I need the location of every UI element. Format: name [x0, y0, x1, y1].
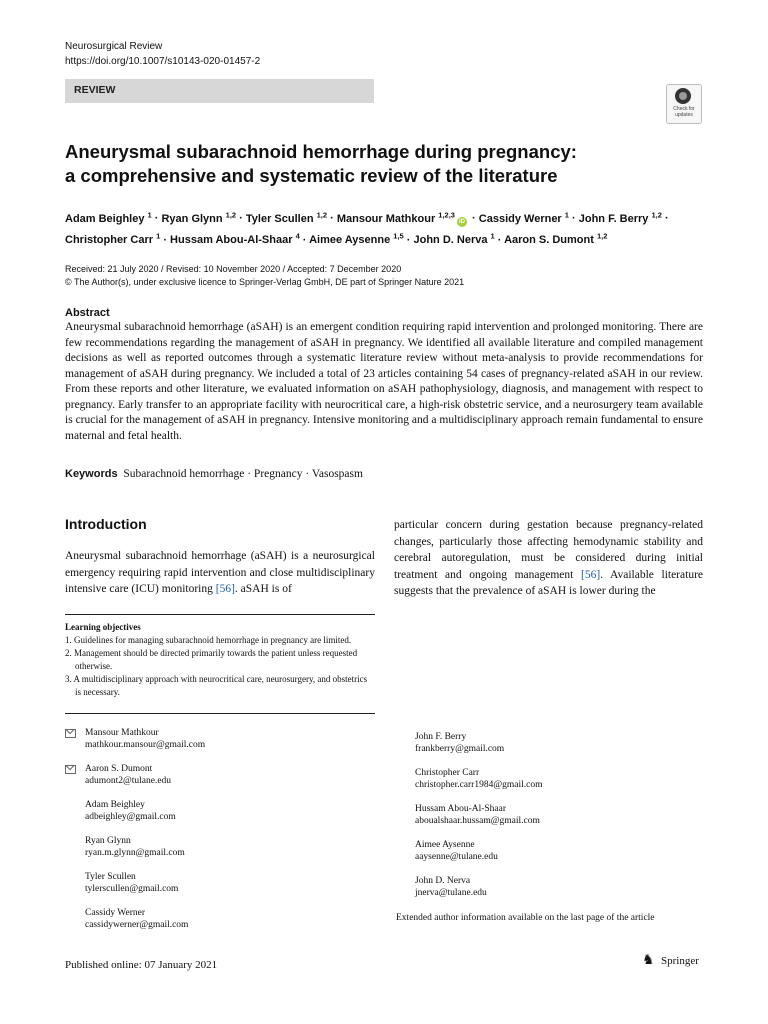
contact-name: Ryan Glynn: [85, 836, 131, 846]
check-updates-label: Check for updates: [673, 106, 695, 118]
envelope-icon: [65, 765, 76, 774]
extended-author-info: Extended author information available on the last page of the article: [396, 913, 655, 923]
copyright-notice: © The Author(s), under exclusive licence to Springer-Verlag GmbH, DE part of Springer Nature 2021: [65, 277, 465, 287]
contact-name: Christopher Carr: [415, 768, 480, 778]
author[interactable]: Tyler Scullen $^{1,2}$: [245, 210, 328, 225]
contact-name: Aimee Aysenne: [415, 840, 475, 850]
journal-name: Neurosurgical Review: [65, 41, 163, 52]
author[interactable]: Aimee Aysenne $^{1,5}$: [309, 231, 404, 247]
author[interactable]: Cassidy Werner $^1$: [478, 210, 569, 225]
published-date: Published online: 07 January 2021: [65, 959, 218, 971]
learning-objectives-list: [65, 634, 375, 699]
keywords-list: Subarachnoid hemorrhage · Pregnancy · Vasospasm: [123, 468, 363, 480]
article-dates: Received: 21 July 2020 / Revised: 10 November 2020 / Accepted: 7 December 2020: [65, 264, 402, 274]
author[interactable]: Adam Beighley $^1$: [65, 210, 152, 225]
author-contact: [415, 839, 715, 863]
author[interactable]: Mansour Mathkour $^{1,2,3}$iD: [336, 210, 465, 225]
article-title: [65, 140, 685, 188]
contact-email[interactable]: adbeighley@gmail.com: [85, 812, 176, 822]
check-for-updates-badge[interactable]: [666, 84, 702, 124]
contact-name: Hussam Abou-Al-Shaar: [415, 804, 507, 814]
citation-link[interactable]: [56]: [580, 568, 601, 581]
contact-email[interactable]: cassidywerner@gmail.com: [85, 920, 189, 930]
check-updates-icon: [675, 88, 691, 104]
contact-email[interactable]: tylerscullen@gmail.com: [85, 884, 179, 894]
author[interactable]: Aaron S. Dumont $^{1,2}$: [504, 231, 608, 247]
contact-name: Tyler Scullen: [85, 872, 136, 882]
title-line-2: a comprehensive and systematic review of the literature: [65, 165, 558, 186]
learning-objective: 1. Guidelines for managing subarachnoid hemorrhage in pregnancy are limited.: [65, 635, 352, 645]
author-list: Adam Beighley $^1$ · Ryan Glynn $^{1,2}$ · Tyler Scullen $^{1,2}$ · Mansour Mathkour $^{1,2,3}$iD · Cassidy Werner $^1$ · John F. Berry $^{1,2}$ · Christopher Carr $^1$ · Hussam Abou-Al-Shaar $^4$ · Aimee Aysenne $^{1,5}$ · John D. Nerva $^1$ · Aaron S. Dumont $^{1,2}$: [65, 210, 669, 247]
author-contact: [415, 803, 715, 827]
introduction-column-1: Aneurysmal subarachnoid hemorrhage (aSAH) is a neurosurgical emergency requiring rapid intervention and close multidisciplinary intensive care (ICU) monitoring [56]. aSAH is of: [65, 550, 375, 595]
contact-name: Cassidy Werner: [85, 908, 146, 918]
author[interactable]: John F. Berry $^{1,2}$: [578, 210, 662, 225]
contact-name: Mansour Mathkour: [85, 728, 159, 738]
springer-horse-icon: ♞: [642, 953, 655, 968]
doi-link[interactable]: https://doi.org/10.1007/s10143-020-01457-2: [65, 56, 261, 67]
article-type-label: REVIEW: [74, 84, 116, 96]
contacts-left-column: [65, 727, 365, 943]
citation-link[interactable]: [56]: [215, 583, 235, 595]
corresponding-author: [65, 727, 365, 751]
learning-objectives-title: Learning objectives: [65, 622, 141, 632]
author-contact: [415, 875, 715, 899]
introduction-heading: Introduction: [65, 516, 147, 532]
article-type-bar: [65, 79, 374, 103]
author[interactable]: Christopher Carr $^1$: [65, 231, 161, 247]
author-contact: [415, 767, 715, 791]
author-contact: [65, 835, 365, 859]
contact-email[interactable]: jnerva@tulane.edu: [415, 888, 487, 898]
contact-name: Aaron S. Dumont: [85, 764, 153, 774]
corresponding-author: [65, 763, 365, 787]
contact-email[interactable]: ryan.m.glynn@gmail.com: [85, 848, 185, 858]
keywords: [65, 468, 363, 480]
contact-email[interactable]: aaysenne@tulane.edu: [415, 852, 498, 862]
contact-email[interactable]: aboualshaar.hussam@gmail.com: [415, 816, 540, 826]
author[interactable]: John D. Nerva $^1$: [413, 231, 495, 247]
contact-email[interactable]: mathkour.mansour@gmail.com: [85, 740, 206, 750]
contact-name: John F. Berry: [415, 732, 467, 742]
contact-name: Adam Beighley: [85, 800, 145, 810]
abstract-heading: Abstract: [65, 307, 110, 319]
keywords-label: Keywords: [65, 468, 118, 480]
envelope-icon: [65, 729, 76, 738]
author-contact: [415, 731, 715, 755]
author[interactable]: Ryan Glynn $^{1,2}$: [161, 210, 237, 225]
learning-objective: 3. A multidisciplinary approach with neurocritical care, neurosurgery, and obstetrics is necessary.: [65, 674, 368, 697]
contact-email[interactable]: frankberry@gmail.com: [415, 744, 505, 754]
abstract-text: Aneurysmal subarachnoid hemorrhage (aSAH) is an emergent condition requiring rapid intervention and prolonged monitoring. There are few recommendations regarding the management of aSAH in pregnancy. We identified all available literature and compiled management decisions as well as reported outcomes through a systematic literature review without meta-analysis to provide recommendations for management of aSAH during pregnancy. We included a total of 23 articles containing 54 cases of pregnancy-related aSAH in our review. From these reports and other literature, we evaluated information on aSAH pathophysiology, diagnosis, and management with respect to pregnancy. Early transfer to an appropriate facility with neurocritical care, a high-risk obstetric service, and a neurosurgery team available is crucial for the management of aSAH in pregnancy. Intensive monitoring and a multidisciplinary approach remain fundamental to ensure maternal and fetal health.: [65, 321, 703, 442]
contact-name: John D. Nerva: [415, 876, 471, 886]
contact-email[interactable]: christopher.carr1984@gmail.com: [415, 780, 543, 790]
contacts-right-column: [415, 731, 715, 911]
author-contact: [65, 799, 365, 823]
author[interactable]: Hussam Abou-Al-Shaar $^4$: [170, 231, 300, 247]
author-contact: [65, 871, 365, 895]
title-line-1: Aneurysmal subarachnoid hemorrhage during pregnancy:: [65, 141, 577, 162]
learning-objectives-box: [65, 614, 375, 714]
contact-email[interactable]: adumont2@tulane.edu: [85, 776, 172, 786]
author-contact: [65, 907, 365, 931]
introduction-column-2: particular concern during gestation because pregnancy-related changes, particularly those affecting hemodynamic stability and cerebral autoregulation, must be considered during initial treatment and ongoing management [56]. Available literature suggests that the prevalence of aSAH is lower during the: [394, 519, 703, 597]
learning-objective: 2. Management should be directed primarily towards the patient unless requested otherwise.: [65, 648, 358, 671]
publisher-name: Springer: [661, 955, 699, 967]
orcid-icon[interactable]: iD: [458, 218, 465, 225]
